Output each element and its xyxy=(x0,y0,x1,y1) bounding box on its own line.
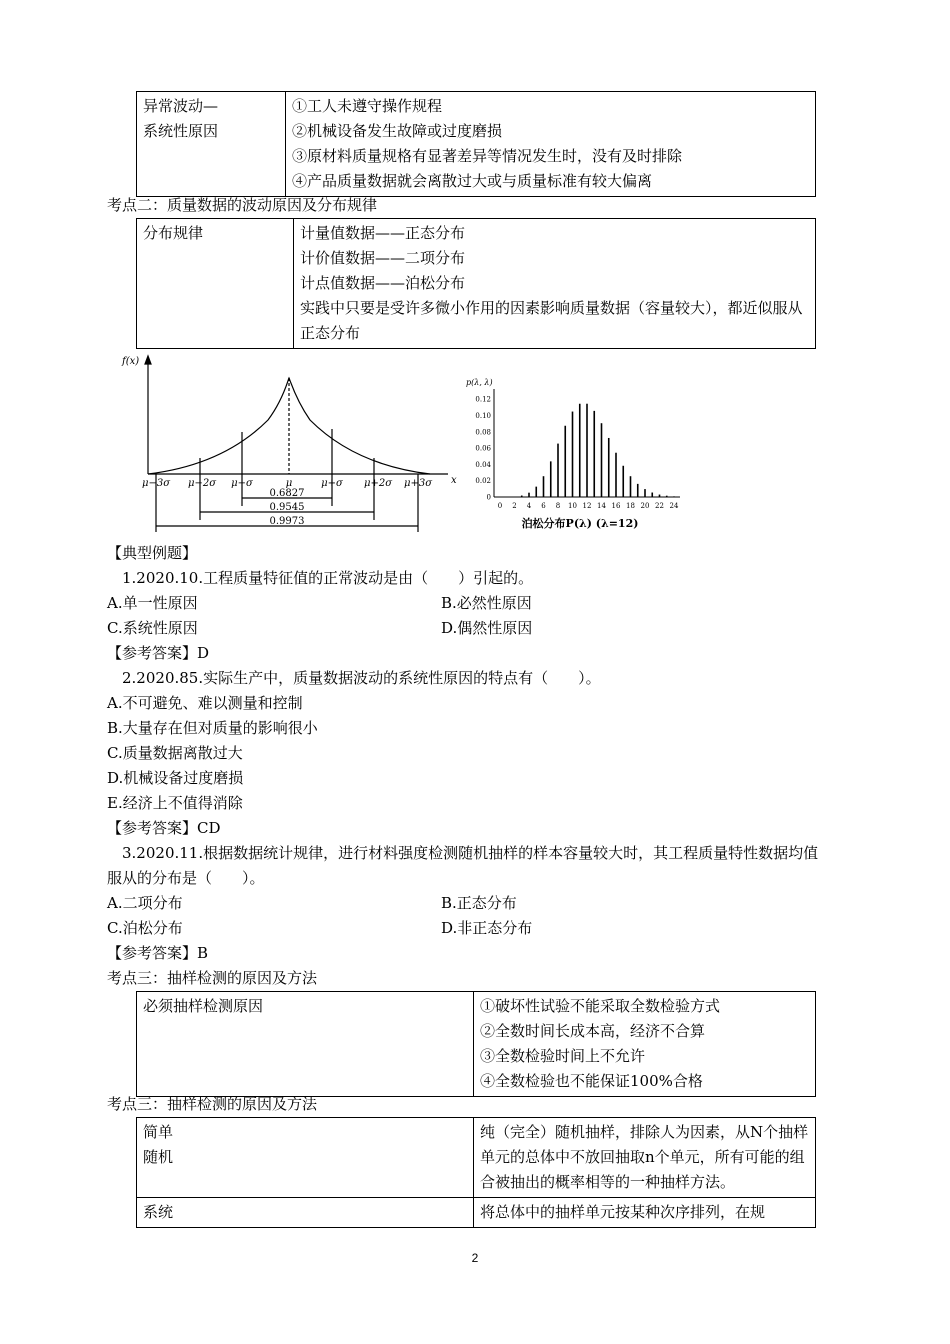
prob-label-1sigma: 0.6827 xyxy=(269,488,305,499)
table1-item: ②机械设备发生故障或过度磨损 xyxy=(292,122,503,140)
table2-left-cell: 分布规律 xyxy=(137,219,294,349)
table4-row2-left: 系统 xyxy=(137,1198,474,1228)
table1-left-cell: 异常波动— 系统性原因 xyxy=(137,92,286,197)
table-abnormal-fluctuation xyxy=(136,91,816,197)
table2-item: 实践中只要是受许多微小作用的因素影响质量数据（容量较大），都近似服从正态分布 xyxy=(300,299,803,342)
table4-row1-right: 纯（完全）随机抽样，排除人为因素，从N个抽样单元的总体中不放回抽取n个单元，所有可能的组合被抽出的概率相等的一种抽样方法。 xyxy=(474,1118,816,1198)
poisson-y-tick-label: 0.06 xyxy=(475,444,491,453)
y-axis-label: f(x) xyxy=(122,356,140,367)
question1-stem: 1.2020.10.工程质量特征值的正常波动是由（ ）引起的。 xyxy=(122,569,534,587)
table2-item: 计价值数据——二项分布 xyxy=(300,249,466,267)
poisson-y-tick-label: 0.12 xyxy=(475,395,491,404)
normal-tick-label: μ−3σ xyxy=(141,478,171,489)
question2-stem: 2.2020.85.实际生产中，质量数据波动的系统性原因的特点有（ ）。 xyxy=(122,669,601,687)
table3-item: ②全数时间长成本高，经济不合算 xyxy=(480,1022,706,1040)
q1-answer: 【参考答案】D xyxy=(107,644,210,662)
poisson-x-tick-label: 2 xyxy=(512,502,517,510)
normal-tick-label: μ+σ xyxy=(321,478,343,489)
table1-item: ③原材料质量规格有显著差异等情况发生时，没有及时排除 xyxy=(292,147,683,165)
q1-option-b: B.必然性原因 xyxy=(441,594,532,612)
normal-tick-label: μ+3σ xyxy=(403,478,433,489)
normal-tick-label: μ−σ xyxy=(231,478,253,489)
table4-row1-left: 简单 随机 xyxy=(137,1118,474,1198)
poisson-title: 泊松分布P(λ) (λ=12) xyxy=(521,517,639,530)
table-sampling-reasons xyxy=(136,991,816,1097)
table2-right-cell xyxy=(294,219,816,349)
table1-item: ④产品质量数据就会离散过大或与质量标准有较大偏离 xyxy=(292,172,653,190)
table2-item: 计量值数据——正态分布 xyxy=(300,224,466,242)
q2-option-d: D.机械设备过度磨损 xyxy=(107,769,244,787)
prob-label-3sigma: 0.9973 xyxy=(269,516,305,527)
q1-option-a: A.单一性原因 xyxy=(107,594,198,612)
table1-item: ①工人未遵守操作规程 xyxy=(292,97,443,115)
q2-option-c: C.质量数据离散过大 xyxy=(107,744,243,762)
normal-tick-label: μ−2σ xyxy=(187,478,217,489)
q3-option-d: D.非正态分布 xyxy=(441,919,533,937)
section-heading: 考点二：质量数据的波动原因及分布规律 xyxy=(107,196,378,214)
prob-label-2sigma: 0.9545 xyxy=(269,502,305,513)
table4-row2-right: 将总体中的抽样单元按某种次序排列，在规 xyxy=(474,1198,816,1228)
poisson-x-tick-label: 0 xyxy=(497,502,503,510)
normal-tick-label: μ xyxy=(285,478,293,489)
page-number: 2 xyxy=(471,1251,479,1265)
table3-item: ①破坏性试验不能采取全数检验方式 xyxy=(480,997,721,1015)
table3-item: ③全数检验时间上不允许 xyxy=(480,1047,646,1065)
q2-option-a: A.不可避免、难以测量和控制 xyxy=(107,694,303,712)
table-sampling-methods xyxy=(136,1117,816,1228)
poisson-x-tick-label: 24 xyxy=(669,502,679,510)
poisson-y-tick-label: 0.08 xyxy=(475,428,491,437)
section-heading: 考点三：抽样检测的原因及方法 xyxy=(107,969,318,987)
poisson-y-tick-label: 0 xyxy=(486,493,491,502)
poisson-x-tick-label: 10 xyxy=(568,502,577,510)
table3-item: ④全数检验也不能保证100%合格 xyxy=(480,1072,703,1090)
poisson-x-tick-label: 14 xyxy=(597,502,606,510)
question3-stem-line1: 3.2020.11.根据数据统计规律，进行材料强度检测随机抽样的样本容量较大时，其工程质量特性数据均值 xyxy=(122,844,819,862)
q3-option-c: C.泊松分布 xyxy=(107,919,183,937)
examples-heading: 【典型例题】 xyxy=(107,544,198,562)
poisson-x-tick-label: 16 xyxy=(611,502,621,510)
q1-option-d: D.偶然性原因 xyxy=(441,619,533,637)
q1-option-c: C.系统性原因 xyxy=(107,619,198,637)
poisson-y-label: p(λ, λ) xyxy=(466,378,493,387)
poisson-x-tick-label: 18 xyxy=(626,502,635,510)
q2-option-b: B.大量存在但对质量的影响很小 xyxy=(107,719,318,737)
table-distribution-rules xyxy=(136,218,816,349)
q2-answer: 【参考答案】CD xyxy=(107,819,221,837)
table2-item: 计点值数据——泊松分布 xyxy=(300,274,466,292)
normal-tick-label: μ+2σ xyxy=(363,478,393,489)
poisson-x-tick-label: 6 xyxy=(541,502,546,510)
q3-option-b: B.正态分布 xyxy=(441,894,517,912)
q3-answer: 【参考答案】B xyxy=(107,944,209,962)
poisson-distribution-chart xyxy=(462,375,692,545)
poisson-x-tick-label: 12 xyxy=(582,502,592,510)
table1-right-cell xyxy=(286,92,816,197)
poisson-y-tick-label: 0.04 xyxy=(475,460,491,469)
q3-option-a: A.二项分布 xyxy=(107,894,183,912)
poisson-x-tick-label: 4 xyxy=(526,502,532,510)
x-axis-label: x xyxy=(451,475,457,486)
poisson-x-tick-label: 22 xyxy=(655,502,664,510)
poisson-x-tick-label: 20 xyxy=(640,502,650,510)
poisson-y-tick-label: 0.10 xyxy=(475,411,491,420)
table3-right-cell xyxy=(474,992,816,1097)
normal-distribution-figure xyxy=(118,350,463,540)
section-heading: 考点三：抽样检测的原因及方法 xyxy=(107,1095,318,1113)
poisson-x-tick-label: 8 xyxy=(555,502,561,510)
poisson-y-tick-label: 0.02 xyxy=(475,477,491,486)
question3-stem-line2: 服从的分布是（ ）。 xyxy=(107,869,265,887)
q2-option-e: E.经济上不值得消除 xyxy=(107,794,243,812)
table3-left-cell: 必须抽样检测原因 xyxy=(137,992,474,1097)
